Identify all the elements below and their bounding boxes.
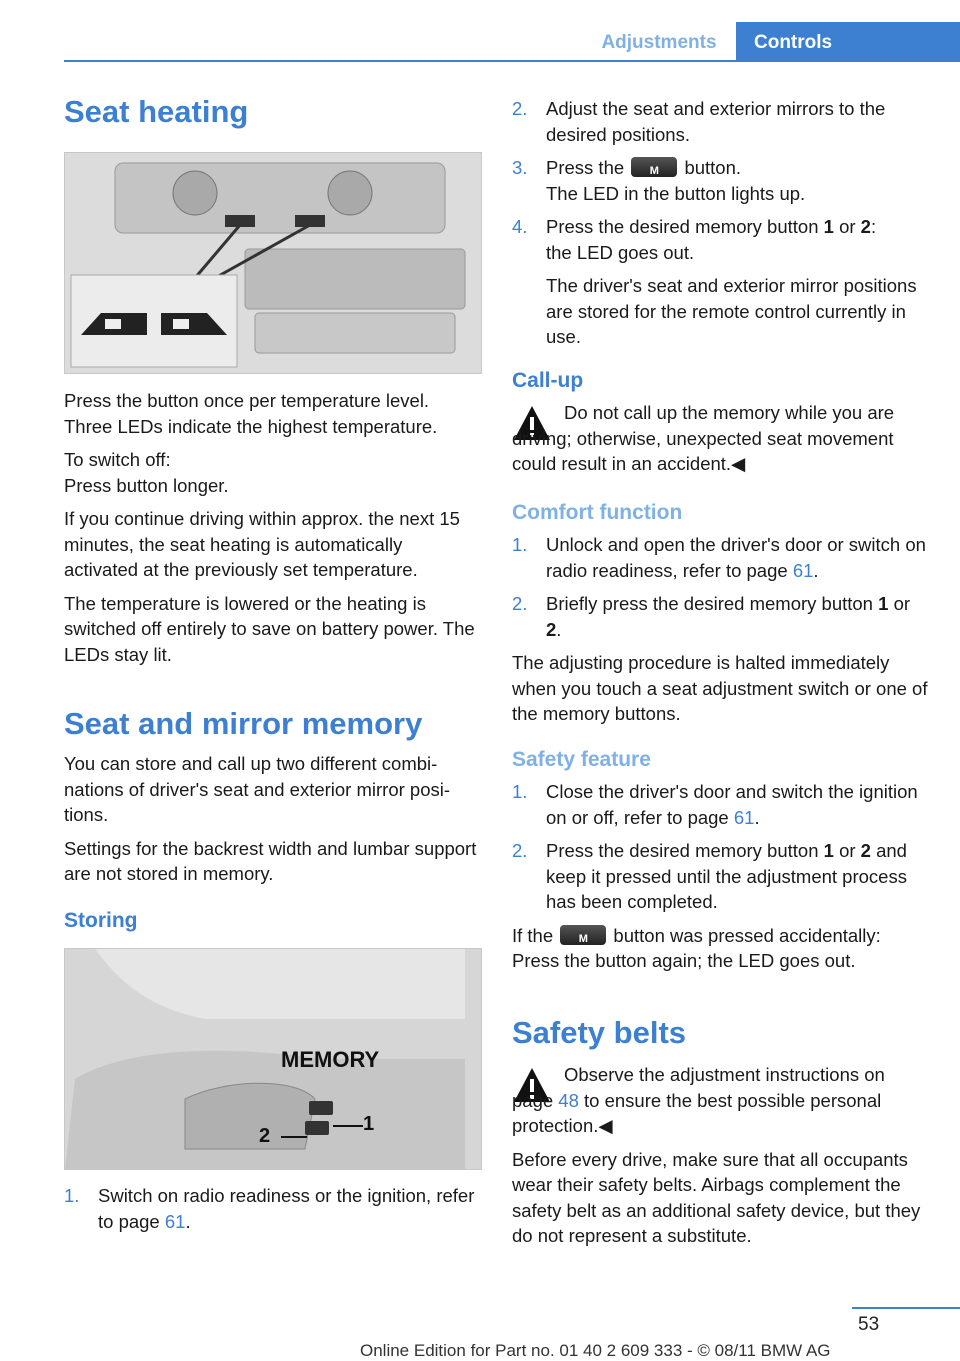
text: If the: [512, 924, 554, 946]
footer-rule: [852, 1307, 960, 1309]
text: To switch off:: [64, 449, 171, 470]
safety-feature-steps: [512, 779, 928, 982]
text: and keep it pressed until the adjustment process has been completed.: [546, 840, 907, 912]
paragraph: [512, 923, 928, 974]
step-number: 4.: [512, 216, 528, 237]
paragraph: Before every drive, make sure that all occupants wear their safety belts. Airbags complement the safety belt as an additional safety device, but they do not represent a substitute.: [512, 1148, 921, 1246]
seat-heating-text: [64, 388, 480, 675]
paragraph: Do not call up the memory while you are driving; otherwise, unexpected seat movement could result in an accident.◀: [512, 402, 895, 474]
step-number: 1.: [512, 534, 528, 555]
step-text: [546, 838, 928, 915]
text: Close the driver's door and switch the ignition on or off, refer to page: [546, 781, 918, 828]
step-text: Adjust the seat and exterior mirrors to the desired positions.: [546, 98, 886, 145]
step-text: Unlock and open the driver's door or switch on radio readiness, refer to page 61.: [546, 534, 926, 581]
text: Press the desired memory button: [546, 216, 819, 237]
list-item: [512, 779, 928, 830]
step-number: 2.: [512, 840, 528, 861]
text: Briefly press the desired memory button: [546, 593, 873, 614]
paragraph: [64, 447, 480, 498]
page-link[interactable]: 61: [164, 1210, 186, 1232]
callout-2: 2: [259, 1125, 271, 1147]
step-text: Press the desired memory button 1 or 2: the LED goes out. The driver's seat and exterior mirror positions are stored for the remote control currently in use.: [546, 214, 928, 350]
page-number: 53: [858, 1314, 880, 1335]
step-number: 1.: [512, 781, 528, 802]
figure-memory-buttons: [64, 948, 482, 1170]
storing-steps-right: [512, 96, 928, 358]
text: 1: [878, 593, 889, 614]
header-section: Adjustments: [601, 32, 717, 53]
paragraph: Observe the adjustment instructions on page 48 to ensure the best possible personal protection.◀: [512, 1064, 885, 1136]
step-text: [546, 155, 805, 206]
text: Press the desired memory button: [546, 840, 819, 861]
comfort-steps: [512, 532, 928, 735]
text: Switch on radio readiness or the ignition, refer to page: [98, 1185, 475, 1232]
memory-intro-text: [64, 751, 480, 895]
text: or: [839, 840, 856, 861]
step-number: 1.: [64, 1185, 80, 1206]
paragraph: Settings for the backrest width and lumbar support are not stored in memory.: [64, 837, 477, 884]
title-seat-heating: Seat heating: [64, 94, 249, 129]
heading-call-up: Call-up: [512, 369, 584, 392]
text: Press button longer.: [64, 474, 229, 496]
paragraph: The temperature is lowered or the heating is switched off entirely to save on battery power. The LEDs stay lit.: [64, 592, 475, 665]
text: The LED in the button lights up.: [546, 182, 806, 204]
list-item: [512, 155, 928, 206]
text: to ensure the best possible personal protection.: [512, 1089, 882, 1136]
memory-m-button-icon: [560, 925, 606, 945]
list-item: [64, 1183, 480, 1234]
text: 2: [860, 840, 871, 861]
edition-footer: Online Edition for Part no. 01 40 2 609 333 - © 08/11 BMW AG: [360, 1341, 831, 1360]
list-item: [512, 214, 928, 350]
step-number: 2.: [512, 593, 528, 614]
text: 1: [823, 840, 834, 861]
m-label: M: [578, 932, 588, 945]
paragraph: Press the button once per temperature level. Three LEDs indicate the highest temperature.: [64, 390, 438, 437]
paragraph: The adjusting procedure is halted immediately when you touch a seat adjustment switch or one of the memory buttons.: [512, 652, 928, 724]
step-number: 3.: [512, 157, 528, 178]
text: Observe the adjustment instructions on page: [512, 1064, 885, 1111]
figure-seat-heating-buttons: [64, 152, 482, 374]
text: Unlock and open the driver's door or switch on radio readiness, refer to page: [546, 534, 926, 581]
page-link[interactable]: 61: [792, 559, 814, 581]
callout-1: 1: [363, 1113, 375, 1135]
text: 1: [823, 216, 834, 237]
list-item: [512, 532, 928, 583]
text: or: [893, 593, 911, 614]
paragraph: If you continue driving within approx. the next 15 minutes, the seat heating is automatically activated at the previously set temperature.: [64, 508, 460, 580]
page-link[interactable]: 61: [733, 806, 755, 828]
m-label: M: [649, 165, 659, 177]
heading-comfort-function: Comfort function: [512, 501, 683, 524]
paragraph: You can store and call up two different combinations of driver's seat and exterior mirror positions.: [64, 753, 451, 825]
call-up-warning: [512, 400, 928, 485]
step-text: Briefly press the desired memory button 1 or 2.: [546, 593, 911, 640]
text: 2: [860, 216, 871, 237]
heading-safety-feature: Safety feature: [512, 748, 651, 771]
header-chapter-tab: Controls: [736, 22, 960, 61]
list-item: [512, 96, 928, 147]
text: button was pressed accidentally:: [613, 924, 881, 946]
title-seat-mirror-memory: Seat and mirror memory: [64, 706, 423, 741]
step-text: Close the driver's door and switch the ignition on or off, refer to page 61.: [546, 781, 918, 828]
text: Do not call up the memory while you are driving; otherwise, unexpected seat movement could result in an accident.: [512, 402, 895, 474]
safety-belts-text: [512, 1062, 928, 1257]
list-item: [512, 591, 928, 642]
storing-steps-left: [64, 1183, 480, 1242]
memory-label: MEMORY: [281, 1047, 380, 1072]
title-safety-belts: Safety belts: [512, 1015, 687, 1050]
text: Press the: [546, 157, 625, 178]
step-number: 2.: [512, 98, 528, 119]
text: the LED goes out.: [546, 241, 695, 263]
list-item: [512, 838, 928, 915]
text: or: [839, 216, 856, 237]
text: button.: [684, 157, 742, 178]
text: 2: [546, 618, 557, 640]
text: Press the button again; the LED goes out.: [512, 950, 856, 971]
step-text: Switch on radio readiness or the ignition, refer to page 61.: [98, 1185, 475, 1232]
heading-storing: Storing: [64, 909, 138, 932]
memory-m-button-icon: [631, 157, 677, 177]
text: The driver's seat and exterior mirror positions are stored for the remote control currently in use.: [546, 275, 917, 347]
page-link[interactable]: 48: [558, 1089, 579, 1111]
